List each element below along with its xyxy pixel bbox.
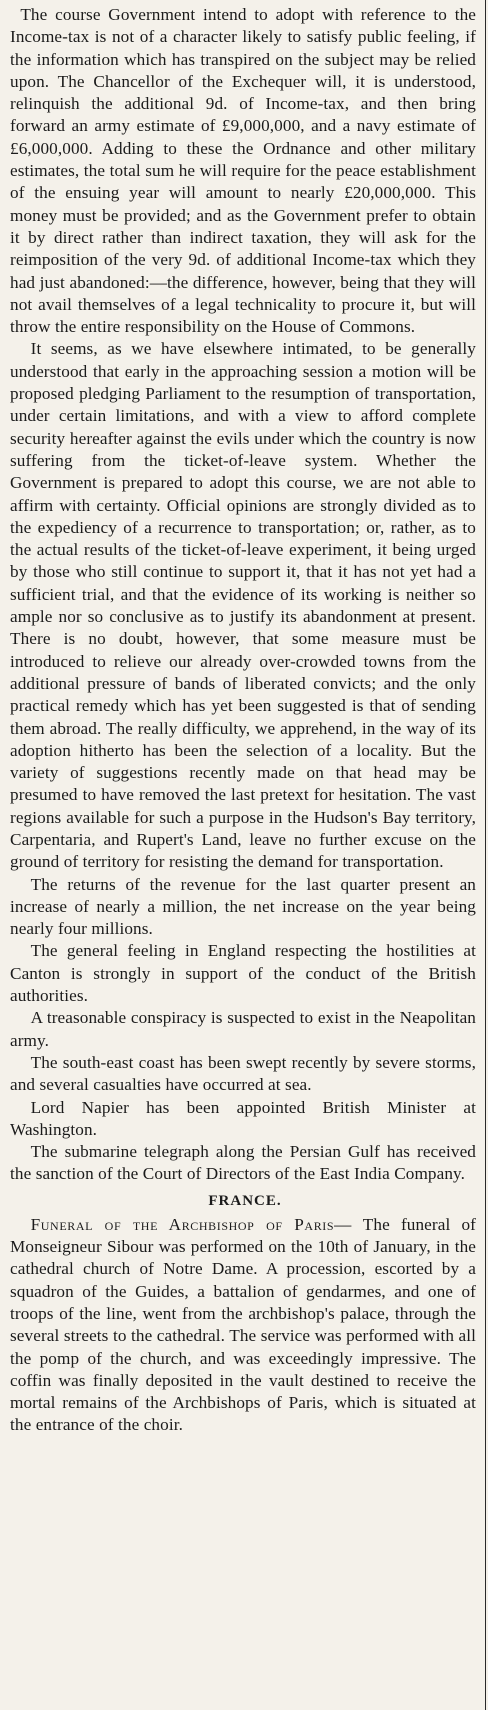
- revenue-paragraph: The returns of the revenue for the last quarter present an increase of nearly a million, the net increase on the year being nearly four millions.: [10, 874, 476, 939]
- section-heading-france: FRANCE.: [208, 1192, 282, 1209]
- telegraph-paragraph: The submarine telegraph along the Persian Gulf has received the sanction of the Court of Directors of the East India Company.: [10, 1142, 476, 1184]
- canton-paragraph: The general feeling in England respecting the hostilities at Canton is strongly in support of the conduct of the British authorities.: [10, 941, 476, 1006]
- neapolitan-paragraph: A treasonable conspiracy is suspected to exist in the Neapolitan army.: [10, 1008, 476, 1050]
- napier-paragraph: Lord Napier has been appointed British Minister at Washington.: [10, 1097, 476, 1139]
- column-rule: [485, 0, 486, 1710]
- funeral-lead: Funeral of the Archbishop of Paris—: [30, 1214, 352, 1234]
- funeral-paragraph: [10, 1214, 476, 1437]
- storms-paragraph: The south-east coast has been swept recently by severe storms, and several casualties have occurred at sea.: [10, 1052, 476, 1095]
- income-tax-paragraph: The course Government intend to adopt with reference to the Income-tax is not of a character likely to satisfy public feeling, if the information which has transpired on the subject may be relied upon. The Chancellor of the Exchequer will, it is understood, relinquish the additional 9d. of Income-tax, and then bring forward an army estimate of £9,000,000, and a navy estimate of £6,000,000. Adding to these the Ordnance and other military estimates, the total sum he will require for the peace establishment of the ensuing year will amount to nearly £20,000,000. This money must be provided; and as the Government prefer to obtain it by direct rather than indirect taxation, they will ask for the reimposition of the very 9d. of additional Income-tax which they had just abandoned:—the difference, however, being that they will not avail themselves of a legal technicality to procure it, but will throw the entire responsibility on the House of Commons.: [10, 5, 476, 337]
- funeral-body: The funeral of Monseigneur Sibour was performed on the 10th of January, in the cathedral church of Notre Dame. A procession, escorted by a squadron of the Guides, a battalion of gendarmes, and one of troops of the line, went from the archbishop's palace, through the several streets to the cathedral. The service was performed with all the pomp of the church, and was exceedingly impressive. The coffin was finally deposited in the vault destined to receive the mortal remains of the Archbishops of Paris, which is situated at the entrance of the choir.: [10, 1214, 476, 1435]
- transportation-paragraph: It seems, as we have elsewhere intimated, to be generally understood that early in the approaching session a motion will be proposed pledging Parliament to the resumption of transportation, under certain limitations, and with a view to afford complete security hereafter against the evils under which the country is now suffering from the ticket-of-leave system. Whether the Government is prepared to adopt this course, we are not able to affirm with certainty. Official opinions are strongly divided as to the expediency of a recurrence to transportation; or, rather, as to the actual results of the ticket-of-leave experiment, it being urged by those who still continue to support it, that it has not yet had a sufficient trial, and that the evidence of its working is neither so ample nor so conclusive as to justify its abandonment at present. There is no doubt, however, that some measure must be introduced to relieve our already over-crowded towns from the additional pressure of bands of liberated convicts; and the only practical remedy which has yet been suggested is that of sending them abroad. The really difficulty, we apprehend, in the way of its adoption hitherto has been the selection of a locality. But the variety of suggestions recently made on that head may be presumed to have removed the last pretext for hesitation. The vast regions available for such a purpose in the Hudson's Bay territory, Carpentaria, and Rupert's Land, leave no further excuse on the ground of territory for resisting the demand for transportation.: [10, 339, 476, 872]
